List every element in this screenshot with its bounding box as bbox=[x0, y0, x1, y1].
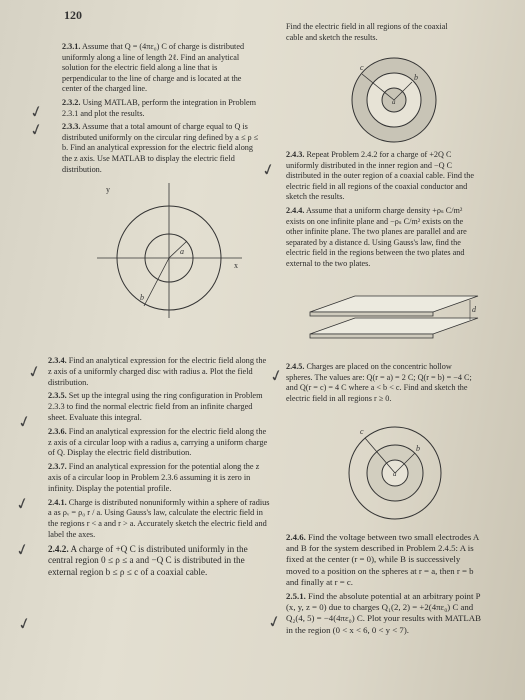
problem: 2.3.2. Using MATLAB, perform the integration in Problem 2.3.1 and plot the results. bbox=[62, 97, 256, 118]
checkmark-icon: ✓ bbox=[16, 412, 34, 433]
checkmark-icon: ✓ bbox=[14, 540, 32, 561]
problem: 2.3.3. Assume that a total amount of charge equal to Q is distributed uniformly on the circular ring defined by a ≤ ρ ≤ b. Find an analytical expression for the electric field along the z axis. Use MATLAB to display the electric field distribution. bbox=[62, 122, 259, 174]
left-lower-column bbox=[48, 356, 270, 581]
spheres-figure bbox=[340, 418, 450, 528]
plates-figure bbox=[300, 290, 485, 350]
plates-d-label: d bbox=[472, 305, 476, 314]
checkmark-icon: ✓ bbox=[28, 102, 46, 123]
right-top-text: Find the electric field in all regions of the coaxial cable and sketch the results. bbox=[286, 22, 448, 42]
coax-figure bbox=[342, 48, 447, 148]
problem: 2.3.6. Find an analytical expression for the electric field along the z axis of a circular loop with a radius a, carrying a uniform charge of Q. Display the electric field distribution. bbox=[48, 426, 268, 458]
page-number: 120 bbox=[64, 8, 82, 22]
right-bottom-column bbox=[286, 532, 486, 639]
problem: 2.3.5. Set up the integral using the ring configuration in Problem 2.3.3 to find the normal electric field from an infinite charged sheet. Evaluate this integral. bbox=[48, 391, 263, 422]
ring-x-label: x bbox=[234, 261, 238, 270]
checkmark-icon: ✓ bbox=[28, 120, 46, 141]
right-mid-column bbox=[286, 150, 476, 273]
problem: 2.3.1. Assume that Q = (4πε₀) C of charge is distributed uniformly along a line of length 2ℓ. Find an analytical solution for the electric field along a line that is perpendicular to the line of charge and is located at the center of the charged line. bbox=[62, 42, 245, 94]
problem: 2.3.7. Find an analytical expression for the potential along the z axis of a circular loop in Problem 2.3.6 assuming it is zero in infinity. Display the potential profile. bbox=[48, 462, 260, 493]
checkmark-icon: ✓ bbox=[14, 494, 32, 515]
problem: 2.4.5. Charges are placed on the concentric hollow spheres. The values are: Q(r = a) = 2 C; Q(r = b) = −4 C; and Q(r = c) = 4 C where a < b < c. Find and sketch the electric field in all regions r ≥ 0. bbox=[286, 362, 472, 403]
right-lower-column bbox=[286, 362, 478, 407]
sphere-a-label: a bbox=[393, 470, 397, 478]
ring-figure bbox=[92, 178, 247, 323]
coax-a-label: a bbox=[392, 98, 396, 106]
problem: 2.4.6. Find the voltage between two small electrodes A and B for the system described in Problem 2.4.5: A is fixed at the center (r = 0), while B is successively moved to a position on the spheres at r = a, then r = b and finally at r = c. bbox=[286, 532, 479, 587]
problem: 2.4.1. Charge is distributed nonuniformly within a sphere of radius a as ρᵥ = ρ₀ r / a. Using Gauss's law, calculate the electric field in the regions r < a and r > a. Accurately sketch the electric field and label the axes. bbox=[48, 497, 270, 539]
checkmark-icon: ✓ bbox=[266, 612, 284, 633]
left-top-column bbox=[62, 42, 262, 178]
coax-b-label: b bbox=[414, 73, 418, 82]
checkmark-icon: ✓ bbox=[268, 366, 286, 387]
sphere-c-label: c bbox=[360, 427, 364, 436]
sphere-b-label: b bbox=[416, 444, 420, 453]
problem: 2.4.4. Assume that a uniform charge density +ρₛ C/m² exists on one infinite plane and −ρₛ C/m² exists on the other infinite plane. The two planes are parallel and are separated by a distance d. Using Gauss's law, find the electric field in the regions between the two plates and external to the two plates. bbox=[286, 205, 467, 268]
problem: 2.4.2. A charge of +Q C is distributed uniformly in the central region 0 ≤ ρ ≤ a and −Q C is distributed in the external region b ≤ ρ ≤ c of a coaxial cable. bbox=[48, 543, 248, 577]
ring-b-label: b bbox=[140, 293, 144, 302]
coax-c-label: c bbox=[360, 63, 364, 72]
problem: 2.3.4. Find an analytical expression for the electric field along the z axis of a uniformly charged disc with radius a. Plot the field distribution. bbox=[48, 356, 267, 387]
checkmark-icon: ✓ bbox=[260, 160, 278, 181]
checkmark-icon: ✓ bbox=[26, 362, 44, 383]
problem: 2.4.3. Repeat Problem 2.4.2 for a charge of +2Q C uniformly distributed in the inner region and −Q C distributed in the outer region of a coaxial cable. Find the electric field in all regions of the coaxial conductor and sketch the results. bbox=[286, 150, 475, 202]
checkmark-icon: ✓ bbox=[16, 614, 34, 635]
ring-y-label: y bbox=[106, 185, 110, 194]
problem: 2.5.1. Find the absolute potential at an arbitrary point P (x, y, z = 0) due to charges Q₁(2, 2) = +2(4πε₀) C and Q₂(4, 5) = −4(4πε₀) C. Plot your results with MATLAB in the region (0 < x < 6, 0 < y < 7). bbox=[286, 591, 481, 635]
ring-a-label: a bbox=[180, 247, 184, 256]
